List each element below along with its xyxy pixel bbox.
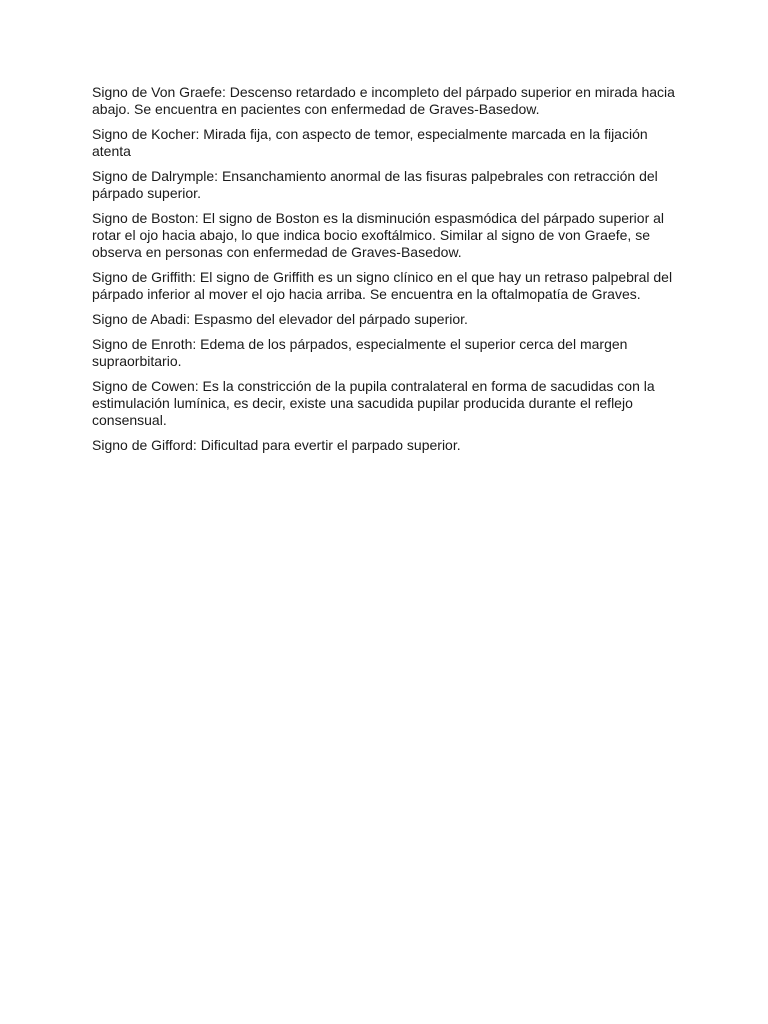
document-page bbox=[92, 84, 682, 462]
paragraph-enroth: Signo de Enroth: Edema de los párpados, especialmente el superior cerca del margen supraorbitario. bbox=[92, 336, 628, 369]
paragraph-boston: Signo de Boston: El signo de Boston es la disminución espasmódica del párpado superior al rotar el ojo hacia abajo, lo que indica bocio exoftálmico. Similar al signo de von Graefe, se observa en personas con enfermedad de Graves-Basedow. bbox=[92, 210, 665, 260]
paragraph-von-graefe: Signo de Von Graefe: Descenso retardado e incompleto del párpado superior en mirada hacia abajo. Se encuentra en pacientes con enfermedad de Graves-Basedow. bbox=[92, 84, 675, 117]
paragraph-kocher: Signo de Kocher: Mirada fija, con aspecto de temor, especialmente marcada en la fijación atenta bbox=[92, 126, 648, 159]
paragraph-dalrymple: Signo de Dalrymple: Ensanchamiento anormal de las fisuras palpebrales con retracción del párpado superior. bbox=[92, 168, 658, 201]
paragraph-gifford: Signo de Gifford: Dificultad para evertir el parpado superior. bbox=[92, 437, 461, 453]
paragraph-abadi: Signo de Abadi: Espasmo del elevador del párpado superior. bbox=[92, 311, 468, 327]
paragraph-griffith: Signo de Griffith: El signo de Griffith es un signo clínico en el que hay un retraso palpebral del párpado inferior al mover el ojo hacia arriba. Se encuentra en la oftalmopatía de Graves. bbox=[92, 269, 673, 302]
paragraph-cowen: Signo de Cowen: Es la constricción de la pupila contralateral en forma de sacudidas con la estimulación lumínica, es decir, existe una sacudida pupilar producida durante el reflejo consensual. bbox=[92, 378, 655, 428]
